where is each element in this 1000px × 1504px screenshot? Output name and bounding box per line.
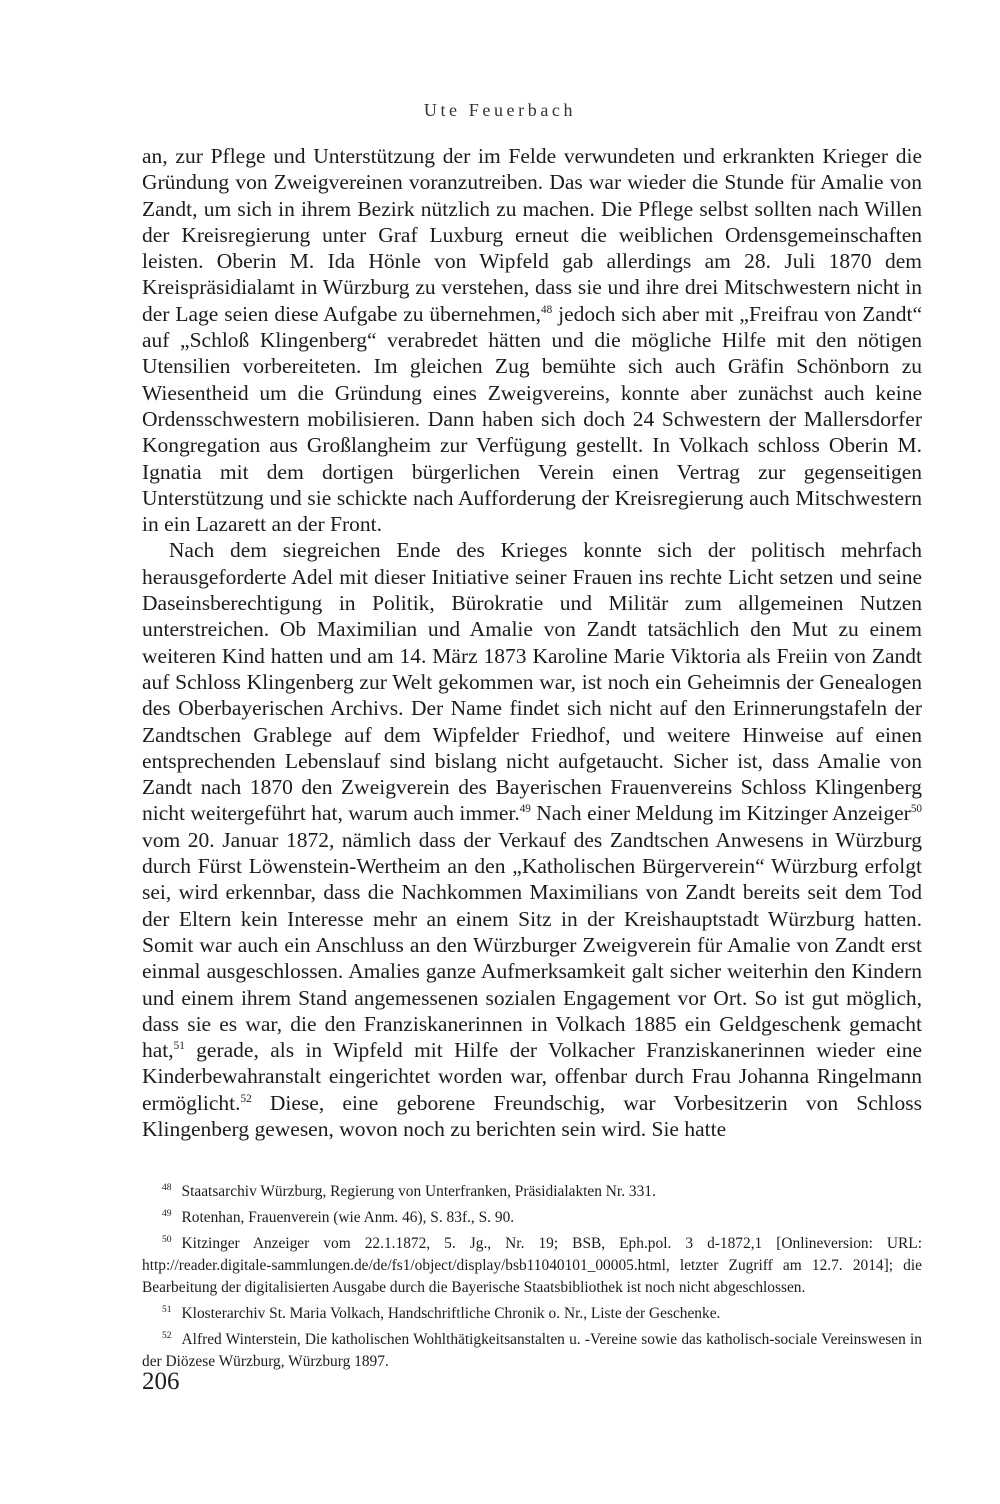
footnote-number: 52 bbox=[162, 1329, 172, 1341]
footnote-ref-50: 50 bbox=[910, 803, 922, 816]
text-segment: an, zur Pflege und Unterstützung der im Felde verwundeten und erkrankten Krieger die Gründung von Zweigvereinen voranzutreiben. Das war wieder die Stunde für Amalie von Zandt, um sich in ihrem Bezirk nützlich zu machen. Die Pflege selbst sollten nach Willen der Kreisregierung unter Graf Luxburg erneut die weiblichen Ordensgemeinschaften leisten. Oberin M. Ida Hönle von Wipfeld gab allerdings am 28. Juli 1870 dem Kreispräsidialamt in Würzburg zu verstehen, dass sie und ihre drei Mitschwestern nicht in der Lage seien diese Aufgabe zu übernehmen, bbox=[142, 144, 922, 326]
text-segment: gerade, als in Wipfeld mit Hilfe der Volkacher Franziskanerinnen wieder eine Kinderbewahranstalt eingerichtet worden war, offenbar durch Frau Johanna Ringelmann ermöglicht. bbox=[142, 1038, 922, 1115]
text-segment: Nach einer Meldung im Kitzinger Anzeiger bbox=[530, 801, 911, 826]
footnote-ref-51: 51 bbox=[173, 1039, 185, 1052]
footnote-text: Alfred Winterstein, Die katholischen Wohlthätigkeitsanstalten u. -Vereine sowie das katholisch-sociale Vereinswesen in der Diözese Würzburg, Würzburg 1897. bbox=[142, 1331, 922, 1370]
footnote-number: 51 bbox=[162, 1303, 172, 1315]
footnote-text: Kitzinger Anzeiger vom 22.1.1872, 5. Jg., Nr. 19; BSB, Eph.pol. 3 d-1872,1 [Onlineversion: URL: http://reader.digitale-sammlungen.de/de/fs1/object/display/bsb11040101_00005.html, letzter Zugriff am 12.7. 2014]; die Bearbeitung der digitalisierten Ausgabe durch die Bayerische Staatsbibliothek ist noch nicht abgeschlossen. bbox=[142, 1235, 922, 1296]
footnote-text: Staatsarchiv Würzburg, Regierung von Unterfranken, Präsidialakten Nr. 331. bbox=[181, 1183, 656, 1200]
footnote-number: 49 bbox=[162, 1207, 172, 1219]
footnote-number: 50 bbox=[162, 1233, 172, 1245]
footnote-text: Rotenhan, Frauenverein (wie Anm. 46), S. 83f., S. 90. bbox=[181, 1209, 515, 1226]
footnote-51 bbox=[142, 1303, 922, 1325]
footnote-48 bbox=[142, 1181, 922, 1203]
footnote-50 bbox=[142, 1233, 922, 1299]
footnote-text: Klosterarchiv St. Maria Volkach, Handschriftliche Chronik o. Nr., Liste der Geschenke. bbox=[181, 1305, 721, 1322]
footnote-49 bbox=[142, 1207, 922, 1229]
footnote-ref-49: 49 bbox=[519, 803, 531, 816]
text-segment: Diese, eine geborene Freundschig, war Vorbesitzerin von Schloss Klingenberg gewesen, wovon noch zu berichten sein wird. Sie hatte bbox=[142, 1090, 922, 1141]
footnote-ref-48: 48 bbox=[541, 303, 553, 316]
running-head-author: Ute Feuerbach bbox=[423, 100, 577, 120]
footnote-ref-52: 52 bbox=[240, 1092, 252, 1105]
footnote-52 bbox=[142, 1329, 922, 1373]
footnote-number: 48 bbox=[162, 1181, 172, 1193]
text-segment: vom 20. Januar 1872, nämlich dass der Verkauf des Zandtschen Anwesens in Würzburg durch Fürst Löwenstein-Wertheim an den „Katholischen Bürgerverein“ Würzburg erfolgt sei, wird erkennbar, dass die Nachkommen Maximilians von Zandt bereits seit dem Tod der Eltern kein Interesse mehr an einem Sitz in der Kreishauptstadt Würzburg hatten. Somit war auch ein Anschluss an den Würzburger Zweigverein für Amalie von Zandt erst einmal ausgeschlossen. Amalies ganze Aufmerksamkeit galt sicher weiterhin den Kindern und einem ihrem Stand angemessenen sozialen Engagement vor Ort. So ist gut möglich, dass sie es war, die den Franziskanerinnen in Volkach 1885 ein Geldgeschenk gemacht hat, bbox=[142, 827, 922, 1063]
text-segment: jedoch sich aber mit „Freifrau von Zandt“ auf „Schloß Klingenberg“ verabredet hätten und die mögliche Hilfe mit den nötigen Utensilien vorbereiteten. Im gleichen Zug bemühte sich auch Gräfin Schönborn zu Wiesentheid um die Gründung eines Zweigvereins, konnte aber zunächst auch keine Ordensschwestern mobilisieren. Dann haben sich doch 24 Schwestern der Mallersdorfer Kongregation aus Großlangheim zur Verfügung gestellt. In Volkach schloss Oberin M. Ignatia mit dem dortigen bürgerlichen Verein einen Vertrag zur gegenseitigen Unterstützung und sie schickte nach Aufforderung der Kreisregierung auch Mitschwestern in ein Lazarett an der Front. bbox=[142, 301, 922, 537]
page-number: 206 bbox=[142, 1368, 180, 1395]
paragraph-1 bbox=[142, 143, 922, 537]
footnotes bbox=[142, 1181, 922, 1377]
text-segment: Nach dem siegreichen Ende des Krieges konnte sich der politisch mehrfach herausgeforderte Adel mit dieser Initiative seiner Frauen ins rechte Licht setzen und seine Daseinsberechtigung in Politik, Bürokratie und Militär zum allgemeinen Nutzen unterstreichen. Ob Maximilian und Amalie von Zandt tatsächlich den Mut zu einem weiteren Kind hatten und am 14. März 1873 Karoline Marie Viktoria als Freiin von Zandt auf Schloss Klingenberg zur Welt gekommen war, ist noch ein Geheimnis der Genealogen des Oberbayerischen Archivs. Der Name findet sich nicht auf den Erinnerungstafeln der Zandtschen Grablege auf dem Wipfelder Friedhof, und weitere Hinweise auf einen entsprechenden Lebenslauf sind bislang nicht aufgetaucht. Sicher ist, dass Amalie von Zandt nach 1870 den Zweigverein des Bayerischen Frauenvereins Schloss Klingenberg nicht weitergeführt hat, warum auch immer. bbox=[142, 538, 922, 826]
paragraph-2 bbox=[142, 537, 922, 1142]
body-text bbox=[142, 143, 922, 1142]
